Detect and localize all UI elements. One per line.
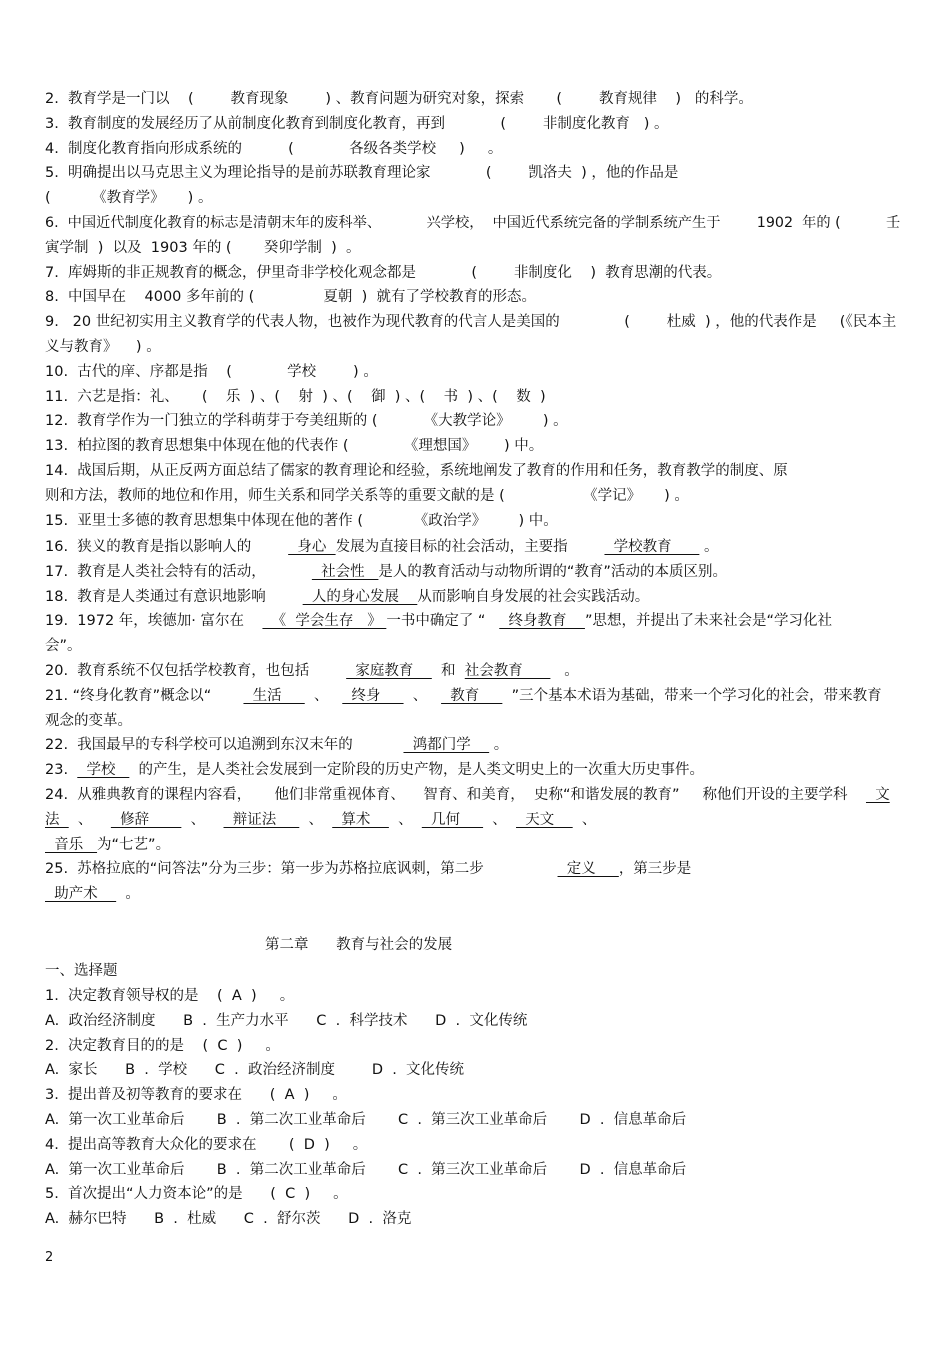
answer-blank: 《 学会生存 》 xyxy=(262,613,387,630)
question-line xyxy=(45,562,727,582)
answer-blank: 身心 xyxy=(288,539,336,555)
question-line: 4. 制度化教育指向形成系统的 ( 各级各类学校 ) 。 xyxy=(45,140,503,157)
question-line: 11. 六艺是指：礼、 ( 乐 ) 、( 射 ) 、( 御 ) 、( 书 ) 、( 数 ) xyxy=(45,388,546,405)
answer-blank: 定义 xyxy=(557,861,619,878)
question-text: 19. 1972 年，埃德加· 富尔在 xyxy=(45,613,263,630)
question-line: 则和方法，教师的地位和作用，师生关系和同学关系等的重要文献的是 ( 《学记》 ) 。 xyxy=(45,487,689,504)
answer-blank: 学校 xyxy=(77,762,130,779)
question-text: 21. “终身化教育”概念以“ xyxy=(45,687,244,704)
mc-options: A. 第一次工业革命后 B . 第二次工业革命后 C . 第三次工业革命后 D . 信息革命后 xyxy=(45,1112,687,1128)
question-line xyxy=(45,810,596,830)
mc-options: A. 赫尔巴特 B . 杜威 C . 舒尔茨 D . 洛克 xyxy=(45,1211,412,1228)
question-text: ，第三步是 xyxy=(618,861,692,878)
question-text: 、 xyxy=(304,687,343,704)
answer-blank: 家庭教育 xyxy=(346,663,432,679)
answer-blank: 学校教育 xyxy=(604,539,700,555)
question-line: 2. 教育学是一门以 ( 教育现象 ) 、教育问题为研究对象，探索 ( 教育规律 ) 的科学。 xyxy=(45,91,753,107)
question-text: 、 xyxy=(68,811,111,828)
question-text: 。 xyxy=(550,663,579,679)
question-line: 14. 战国后期，从正反两方面总结了儒家的教育理论和经验，系统地阐发了教育的作用和任务，教育教学的制度、原 xyxy=(45,463,788,479)
question-line xyxy=(45,760,704,780)
answer-blank: 社会教育 xyxy=(464,663,551,679)
answer-blank: 终身教育 xyxy=(499,613,585,630)
question-line xyxy=(45,686,882,706)
answer-blank: 法 xyxy=(45,811,69,828)
question-text: 22. 我国最早的专科学校可以追溯到东汉末年的 xyxy=(45,737,404,754)
question-text: 20. 教育系统不仅包括学校教育，也包括 xyxy=(45,663,347,679)
question-line: 9. 20 世纪初实用主义教育学的代表人物，也被作为现代教育的代言人是美国的 ( 杜威 ) ，他的代表作是 (《民本主 xyxy=(45,314,897,331)
question-line: 寅学制 ) 以及 1903 年的 ( 癸卯学制 ) 。 xyxy=(45,239,361,256)
question-text: 为“七艺”。 xyxy=(97,836,171,853)
question-line xyxy=(45,785,890,805)
answer-blank: 人的身心发展 xyxy=(302,588,418,605)
answer-blank: 生活 xyxy=(243,687,305,704)
question-line xyxy=(45,661,579,681)
mc-options: A. 政治经济制度 B . 生产力水平 C . 科学技术 D . 文化传统 xyxy=(45,1012,528,1029)
question-text: 、 xyxy=(483,811,517,828)
question-text: 和 xyxy=(431,663,465,679)
section-heading: 一、选择题 xyxy=(45,963,118,979)
mc-question: 1. 决定教育领导权的是 ( A ) 。 xyxy=(45,988,295,1004)
question-line: 6. 中国近代制度化教育的标志是清朝末年的废科举、 兴学校， 中国近代系统完备的学制系统产生于 1902 年的 ( 壬 xyxy=(45,215,901,231)
question-line: 5. 明确提出以马克思主义为理论指导的是前苏联教育理论家 ( 凯洛夫 ) ，他的作品是 xyxy=(45,165,679,182)
question-line xyxy=(45,711,132,731)
question-text: 24. 从雅典教育的课程内容看， 他们非常重视体育、 智育、和美育， 史称“和谐发展的教育” 称他们开设的主要学科 xyxy=(45,787,866,803)
answer-blank: 天文 xyxy=(516,811,573,828)
answer-blank: 终身 xyxy=(342,687,404,704)
question-line: 3. 教育制度的发展经历了从前制度化教育到制度化教育，再到 ( 非制度化教育 ) 。 xyxy=(45,115,669,132)
page-number: 2 xyxy=(45,1250,54,1265)
question-line xyxy=(45,884,140,904)
question-text: 一书中确定了 “ xyxy=(386,613,500,630)
question-text: 25. 苏格拉底的“问答法”分为三步：第一步为苏格拉底讽刺，第二步 xyxy=(45,861,558,878)
question-line: 12. 教育学作为一门独立的学科萌芽于夸美纽斯的 ( 《大教学论》 ) 。 xyxy=(45,413,568,430)
question-line xyxy=(45,859,691,879)
question-line xyxy=(45,587,649,607)
question-line xyxy=(45,537,718,557)
question-text: 。 xyxy=(699,539,719,555)
mc-question: 3. 提出普及初等教育的要求在 ( A ) 。 xyxy=(45,1087,347,1104)
question-text: 。 xyxy=(116,886,140,903)
question-line: ( 《教育学》 ) 。 xyxy=(45,190,213,207)
question-text: 从而影响自身发展的社会实践活动。 xyxy=(417,588,650,605)
question-text: 发展为直接目标的社会活动，主要指 xyxy=(335,539,605,555)
question-text: ”思想，并提出了未来社会是“学习化社 xyxy=(584,613,832,630)
question-line xyxy=(45,735,508,755)
question-text: 、 xyxy=(572,811,597,828)
question-line: 8. 中国早在 4000 多年前的 ( 夏朝 ) 就有了学校教育的形态。 xyxy=(45,289,536,306)
question-text: 观念的变革。 xyxy=(45,712,132,729)
question-text: ”三个基本术语为基础，带来一个学习化的社会，带来教育 xyxy=(502,687,882,704)
chapter-heading: 第二章 教育与社会的发展 xyxy=(265,937,453,953)
question-text: 、 xyxy=(403,687,442,704)
question-line: 7. 库姆斯的非正规教育的概念，伊里奇非学校化观念都是 ( 非制度化 ) 教育思潮的代表。 xyxy=(45,264,722,281)
answer-blank: 辩证法 xyxy=(223,811,300,828)
mc-question: 4. 提出高等教育大众化的要求在 ( D ) 。 xyxy=(45,1136,368,1153)
question-text: 是人的教育活动与动物所谓的“教育”活动的本质区别。 xyxy=(378,563,727,580)
question-text: 会”。 xyxy=(45,638,82,655)
question-text: 18. 教育是人类通过有意识地影响 xyxy=(45,588,303,605)
answer-blank: 音乐 xyxy=(45,836,98,853)
answer-blank: 修辞 xyxy=(110,811,182,828)
question-text: 、 xyxy=(299,811,333,828)
mc-options: A. 家长 B . 学校 C . 政治经济制度 D . 文化传统 xyxy=(45,1062,465,1079)
answer-blank: 社会性 xyxy=(311,563,379,580)
question-text: 17. 教育是人类社会特有的活动， xyxy=(45,563,312,580)
answer-blank: 几何 xyxy=(421,811,484,828)
answer-blank: 算术 xyxy=(332,811,389,828)
question-line: 10. 古代的庠、序都是指 ( 学校 ) 。 xyxy=(45,363,378,380)
answer-blank: 鸿都门学 xyxy=(403,737,490,754)
question-line xyxy=(45,636,82,656)
mc-question: 2. 决定教育目的的是 ( C ) 。 xyxy=(45,1037,280,1054)
answer-blank: 助产术 xyxy=(45,886,117,903)
mc-options: A. 第一次工业革命后 B . 第二次工业革命后 C . 第三次工业革命后 D . 信息革命后 xyxy=(45,1161,687,1178)
question-line: 13. 柏拉图的教育思想集中体现在他的代表作 ( 《理想国》 ) 中。 xyxy=(45,438,544,455)
question-line: 义与教育》 ) 。 xyxy=(45,339,161,355)
question-line: 15. 亚里士多德的教育思想集中体现在他的著作 ( 《政治学》 ) 中。 xyxy=(45,512,558,529)
question-text: 的产生，是人类社会发展到一定阶段的历史产物，是人类文明史上的一次重大历史事件。 xyxy=(129,762,705,779)
question-text: 23. xyxy=(45,762,78,779)
question-line xyxy=(45,835,170,855)
question-line xyxy=(45,611,832,631)
question-text: 。 xyxy=(489,737,509,754)
mc-question: 5. 首次提出“人力资本论”的是 ( C ) 。 xyxy=(45,1186,348,1203)
question-text: 、 xyxy=(181,811,224,828)
answer-blank: 教育 xyxy=(441,687,503,704)
question-text: 、 xyxy=(388,811,422,828)
answer-blank: 文 xyxy=(865,787,890,803)
question-text: 16. 狭义的教育是指以影响人的 xyxy=(45,539,289,555)
